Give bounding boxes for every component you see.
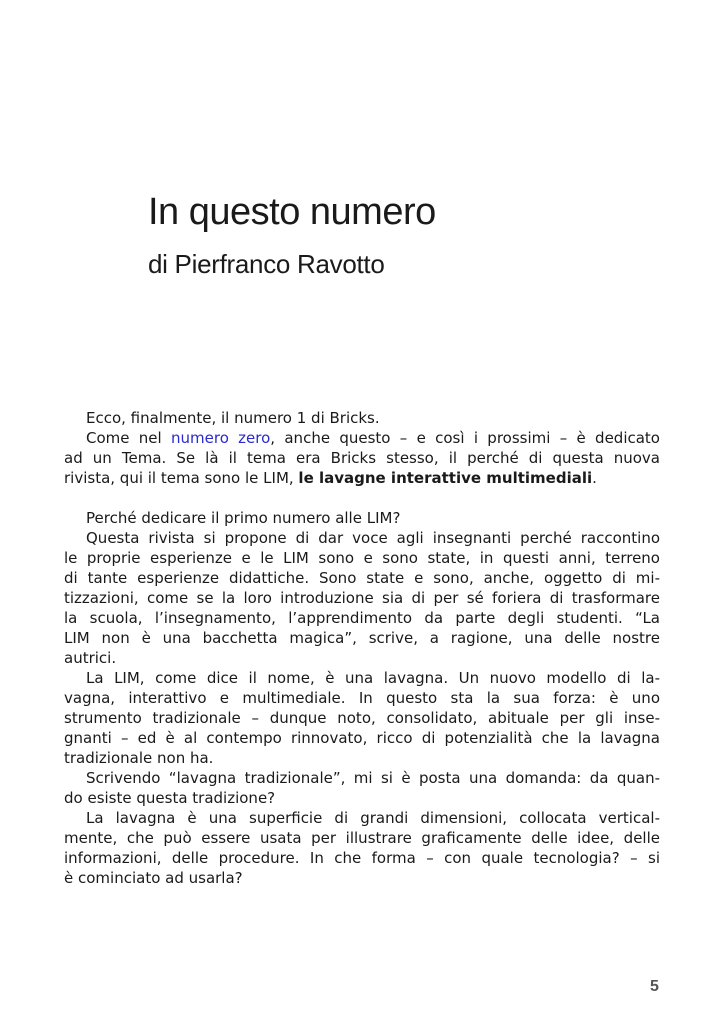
text-fragment: . xyxy=(592,469,597,487)
text-fragment: Come nel xyxy=(86,429,171,447)
paragraph-4-line-6: LIM non è una bacchetta magica”, scrive, a ragione, una delle nostre xyxy=(64,629,660,647)
paragraph-5-line-5: tradizionale non ha. xyxy=(64,749,214,767)
paragraph-7-line-3: informazioni, delle procedure. In che forma – con quale tecnologia? – si xyxy=(64,849,660,867)
article-author: di Pierfranco Ravotto xyxy=(148,249,385,279)
paragraph-4-line-4: tizzazioni, come se la loro introduzione sia di per sé foriera di trasformare xyxy=(64,589,660,607)
paragraph-theme-line-1 xyxy=(64,428,660,448)
article-body xyxy=(64,408,660,888)
paragraph-question: Perché dedicare il primo numero alle LIM? xyxy=(86,509,401,527)
paragraph-7-line-2: mente, che può essere usata per illustrare graficamente delle idee, delle xyxy=(64,829,660,847)
page-number: 5 xyxy=(650,978,659,995)
text-fragment: rivista, qui il tema sono le LIM, xyxy=(64,469,299,487)
paragraph-5-line-2: vagna, interattivo e multimediale. In questo sta la sua forza: è uno xyxy=(64,689,660,707)
article-title: In questo numero xyxy=(148,191,436,233)
paragraph-4-line-7: autrici. xyxy=(64,649,117,667)
paragraph-4-line-1: Questa rivista si propone di dar voce agli insegnanti perché raccontino xyxy=(86,529,660,547)
paragraph-theme-line-2: ad un Tema. Se là il tema era Bricks stesso, il perché di questa nuova xyxy=(64,449,660,467)
paragraph-theme-line-3 xyxy=(64,468,660,488)
bold-phrase: le lavagne interattive multimediali xyxy=(298,469,593,487)
paragraph-4-line-5: la scuola, l’insegnamento, l’apprendimento da parte degli studenti. “La xyxy=(64,609,660,627)
paragraph-5-line-1: La LIM, come dice il nome, è una lavagna. Un nuovo modello di la- xyxy=(86,669,660,687)
paragraph-5-line-3: strumento tradizionale – dunque noto, consolidato, abituale per gli inse- xyxy=(64,709,660,727)
paragraph-6-line-2: do esiste questa tradizione? xyxy=(64,789,276,807)
numero-zero-link[interactable]: numero zero xyxy=(171,429,271,447)
paragraph-7-line-4: è cominciato ad usarla? xyxy=(64,869,243,887)
paragraph-intro: Ecco, finalmente, il numero 1 di Bricks. xyxy=(86,409,380,427)
paragraph-5-line-4: gnanti – ed è al contempo rinnovato, ricco di potenzialità che la lavagna xyxy=(64,729,660,747)
paragraph-6-line-1: Scrivendo “lavagna tradizionale”, mi si è posta una domanda: da quan- xyxy=(86,769,660,787)
text-fragment: , anche questo – e così i prossimi – è dedicato xyxy=(270,429,660,447)
paragraph-gap xyxy=(64,488,660,508)
paragraph-7-line-1: La lavagna è una superficie di grandi dimensioni, collocata vertical- xyxy=(86,809,660,827)
paragraph-4-line-2: le proprie esperienze e le LIM sono e sono state, in questi anni, terreno xyxy=(64,549,660,567)
paragraph-4-line-3: di tante esperienze didattiche. Sono state e sono, anche, oggetto di mi- xyxy=(64,569,660,587)
